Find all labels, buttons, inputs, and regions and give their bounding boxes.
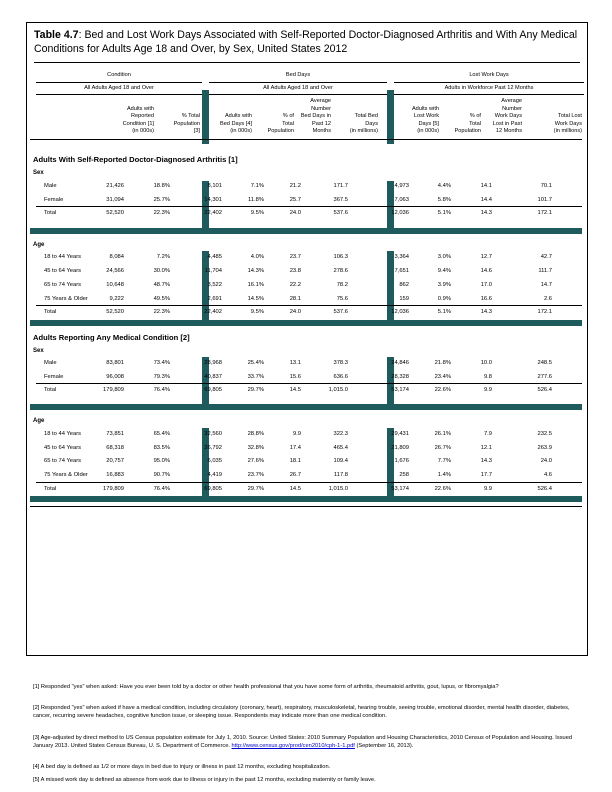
cell: 1,015.0 [328, 387, 348, 393]
column-header-line [532, 98, 582, 106]
cell: 9.5% [250, 210, 264, 216]
cell: 4,419 [207, 472, 222, 478]
cell: 29.7% [247, 486, 264, 492]
arthritis-sex-row [0, 182, 562, 191]
column-header-line: Population [267, 128, 294, 135]
cell: 14.5% [247, 296, 264, 302]
cell: 6,035 [207, 458, 222, 464]
cell: 109.4 [333, 458, 348, 464]
cell: 22.3% [153, 309, 170, 315]
census-link[interactable]: http://www.census.gov/prod/cen2010/cph-1-1.pdf [231, 743, 355, 750]
cell: 3.9% [437, 282, 451, 288]
cell: 378.3 [333, 360, 348, 366]
cell: 20,757 [106, 458, 124, 464]
column-header-9 [474, 98, 522, 136]
arthritis-age-row [0, 308, 562, 317]
arthritis-age-total-rule [36, 305, 582, 306]
cell: 14.6 [480, 268, 492, 274]
column-header-line: Average [310, 98, 331, 104]
arthritis-age-row [0, 281, 562, 290]
footnote-4: [4] A bed day is defined as 1/2 or more days in bed due to injury or illness in past 12 months, excluding hospitalization. [33, 764, 331, 770]
group-bed-days-header: Bed Days [285, 72, 311, 78]
cell: 17.4 [289, 445, 301, 451]
cell: 537.6 [333, 309, 348, 315]
header-bottom-rule [30, 139, 582, 140]
cell: 5.8% [437, 197, 451, 203]
cell: 7,063 [394, 197, 409, 203]
cell: 7.9 [483, 431, 492, 437]
column-header-line: Bed Days in [300, 113, 331, 120]
medical-age-row [0, 457, 562, 466]
row-label: Total [44, 387, 57, 393]
cell: 12,036 [391, 309, 409, 315]
medical-age-total-rule [36, 482, 582, 483]
cell: 12.1 [480, 445, 492, 451]
cell: 15.6 [289, 374, 301, 380]
column-header-7 [383, 98, 439, 136]
cell: 16.1% [247, 282, 264, 288]
column-header-line: [3] [193, 128, 200, 135]
row-label: 75 Years & Older [44, 472, 88, 478]
cell: 7,651 [394, 268, 409, 274]
column-header-line: Lost Work [413, 113, 439, 120]
row-label: 18 to 44 Years [44, 431, 82, 437]
cell: 111.7 [538, 268, 552, 274]
cell: 28,968 [204, 360, 222, 366]
cell: 73,851 [106, 431, 124, 437]
group-condition-header: Condition [107, 72, 131, 78]
cell: 96,008 [106, 374, 124, 380]
cell: 258 [399, 472, 409, 478]
column-header-line: (in 000s) [230, 128, 252, 135]
cell: 14.7 [540, 282, 552, 288]
cell: 1,015.0 [328, 486, 348, 492]
column-header-line: Work Days [494, 113, 522, 120]
column-header-6 [328, 98, 378, 136]
cell: 9.4% [437, 268, 451, 274]
column-header-line: Days [5] [418, 120, 439, 127]
cell: 26,792 [204, 445, 222, 451]
row-label: Male [44, 360, 57, 366]
column-header-line: Total [282, 120, 294, 127]
cell: 29,431 [391, 431, 409, 437]
cell: 101.7 [537, 197, 552, 203]
column-header-line [156, 106, 200, 114]
column-header-line: Total Bed [354, 113, 378, 120]
cell: 14.3% [247, 268, 264, 274]
cell: 12,036 [391, 210, 409, 216]
cell: 537.6 [333, 210, 348, 216]
cell: 14.5 [289, 387, 301, 393]
cell: 526.4 [537, 486, 552, 492]
cell: 23.7% [247, 472, 264, 478]
cell: 11,704 [204, 268, 222, 274]
column-header-line: Bed Days [4] [219, 120, 252, 127]
cell: 25.7 [289, 197, 301, 203]
medical-age-row [0, 485, 562, 494]
cell: 636.6 [333, 374, 348, 380]
row-label: 75 Years & Older [44, 296, 88, 302]
column-header-line: Number [311, 105, 331, 112]
column-header-line: % Total [181, 113, 200, 120]
cell: 179,809 [103, 486, 124, 492]
column-header-line: % of [469, 113, 481, 120]
cell: 21,809 [391, 445, 409, 451]
column-header-line [383, 98, 439, 106]
cell: 48.7% [153, 282, 170, 288]
column-header-line: Adults with [411, 105, 439, 112]
column-header-line: (in millions) [553, 128, 582, 135]
cell: 32.8% [247, 445, 264, 451]
cell: 26.7 [289, 472, 301, 478]
column-header-line: Work Days [554, 120, 582, 127]
cell: 263.9 [537, 445, 552, 451]
cell: 9.8 [483, 374, 492, 380]
medical-age-row [0, 444, 562, 453]
cell: 75.6 [336, 296, 348, 302]
sub-rule-3 [394, 94, 584, 95]
cell: 9.9 [483, 486, 492, 492]
cell: 14.3 [480, 210, 492, 216]
cell: 24.0 [540, 458, 552, 464]
column-header-line: Months [312, 128, 331, 135]
column-header-2 [156, 98, 200, 136]
medical-section-title: Adults Reporting Any Medical Condition [2] [33, 333, 190, 342]
arthritis-sex-label: Sex [33, 170, 44, 176]
cell: 0.9% [437, 296, 451, 302]
cell: 465.4 [333, 445, 348, 451]
column-header-line [328, 98, 378, 106]
row-label: 65 to 74 Years [44, 282, 82, 288]
arthritis-section-band [30, 228, 582, 234]
cell: 367.5 [333, 197, 348, 203]
medical-section-band [30, 404, 582, 410]
cell: 9.5% [250, 309, 264, 315]
medical-sex-row [0, 359, 562, 368]
column-header-line: Population [454, 128, 481, 135]
cell: 33.7% [247, 374, 264, 380]
column-header-line: Days [365, 120, 378, 127]
cell: 4.0% [250, 254, 264, 260]
cell: 159 [399, 296, 409, 302]
cell: 171.7 [333, 183, 348, 189]
cell: 22.3% [153, 210, 170, 216]
arthritis-age-row [0, 295, 562, 304]
cell: 52,520 [106, 210, 124, 216]
cell: 7.7% [437, 458, 451, 464]
footnote-3-tail: (September 16, 2013). [354, 743, 414, 750]
arthritis-age-label: Age [33, 242, 45, 248]
cell: 28,328 [391, 374, 409, 380]
cell: 3,364 [394, 254, 409, 260]
cell: 24.0 [289, 210, 301, 216]
cell: 17.7 [480, 472, 492, 478]
cell: 4.4% [437, 183, 451, 189]
cell: 322.3 [333, 431, 348, 437]
row-label: Male [44, 183, 57, 189]
title-divider [34, 62, 580, 63]
cell: 42.7 [540, 254, 552, 260]
row-label: 65 to 74 Years [44, 458, 82, 464]
column-header-line: Condition [1] [122, 120, 154, 127]
arthritis-sex-row [0, 209, 562, 218]
arthritis-age-row [0, 253, 562, 262]
cell: 76.4% [153, 486, 170, 492]
column-header-3 [200, 98, 252, 136]
cell: 25.7% [153, 197, 170, 203]
column-header-line [328, 106, 378, 114]
arthritis-end-band [30, 320, 582, 326]
column-header-1 [102, 98, 154, 136]
column-header-line [532, 106, 582, 114]
column-header-line: Past 12 [312, 120, 331, 127]
column-header-10 [532, 98, 582, 136]
column-header-line [200, 106, 252, 114]
column-header-line: 12 Months [495, 128, 522, 135]
row-label: 18 to 44 Years [44, 254, 82, 260]
cell: 3,522 [207, 282, 222, 288]
arthritis-sex-total-rule [36, 206, 582, 207]
cell: 2,691 [207, 296, 222, 302]
cell: 90.7% [153, 472, 170, 478]
cell: 232.5 [537, 431, 552, 437]
table-title [34, 29, 582, 56]
column-header-line: % of [282, 113, 294, 120]
medical-age-row [0, 471, 562, 480]
cell: 1.4% [437, 472, 451, 478]
cell: 69,805 [204, 387, 222, 393]
cell: 24,846 [391, 360, 409, 366]
column-header-line [102, 98, 154, 106]
cell: 22.6% [434, 387, 451, 393]
cell: 53,174 [391, 486, 409, 492]
footnote-5: [5] A missed work day is defined as absence from work due to illness or injury in the past 12 months, excluding maternity or family leave. [33, 777, 376, 783]
cell: 24,566 [106, 268, 124, 274]
cell: 172.1 [537, 210, 552, 216]
cell: 21.8% [434, 360, 451, 366]
cell: 22.2 [289, 282, 301, 288]
cell: 21.2 [289, 183, 301, 189]
footnote-3-text: [3] Age-adjusted by direct method to US Census population estimate for July 1, 2010. Source: United States: 2010 Summary Population and Housing Characteristics, 2010 Census of Population and Housing. Issued January 2013. United States Census Bureau, U. S. Department of Commerce. [33, 735, 573, 750]
cell: 83.5% [153, 445, 170, 451]
cell: 24.0 [289, 309, 301, 315]
cell: 53,174 [391, 387, 409, 393]
cell: 76.4% [153, 387, 170, 393]
arthritis-sex-row [0, 196, 562, 205]
cell: 12.7 [480, 254, 492, 260]
medical-end-band [30, 496, 582, 502]
footnote-1: [1] Responded "yes" when asked: Have you ever been told by a doctor or other health professional that you have some form of arthritis, rheumatoid arthritis, gout, lupus, or fibromyalgia? [33, 684, 499, 690]
cell: 4,485 [207, 254, 222, 260]
cell: 22,402 [204, 309, 222, 315]
row-label: Female [44, 374, 64, 380]
cell: 70.1 [540, 183, 552, 189]
cell: 16,883 [106, 472, 124, 478]
cell: 31,094 [106, 197, 124, 203]
cell: 27.6% [247, 458, 264, 464]
cell: 69,805 [204, 486, 222, 492]
column-header-line: Total [469, 120, 481, 127]
footnote-3 [33, 734, 581, 751]
cell: 862 [399, 282, 409, 288]
cell: 17.0 [480, 282, 492, 288]
cell: 52,520 [106, 309, 124, 315]
cell: 9,222 [109, 296, 124, 302]
cell: 29.7% [247, 387, 264, 393]
cell: 26.7% [434, 445, 451, 451]
column-header-line [200, 98, 252, 106]
table-bottom-rule [30, 506, 582, 507]
cell: 8,084 [109, 254, 124, 260]
column-header-line: Total Lost [558, 113, 582, 120]
cell: 14.1 [480, 183, 492, 189]
cell: 9.9 [483, 387, 492, 393]
cell: 526.4 [537, 387, 552, 393]
column-header-line: Reported [130, 113, 154, 120]
cell: 248.5 [537, 360, 552, 366]
cell: 16.6 [480, 296, 492, 302]
row-label: Total [44, 486, 57, 492]
column-header-line [156, 98, 200, 106]
group-bed-days-sub: All Adults Aged 18 and Over [263, 85, 333, 91]
cell: 7.1% [250, 183, 264, 189]
cell: 49.5% [153, 296, 170, 302]
cell: 18.1 [289, 458, 301, 464]
cell: 18.8% [153, 183, 170, 189]
cell: 79.3% [153, 374, 170, 380]
cell: 14.5 [289, 486, 301, 492]
group-rule-1 [36, 82, 202, 83]
column-header-line: (in 000s) [417, 128, 439, 135]
cell: 278.6 [333, 268, 348, 274]
row-label: Total [44, 210, 57, 216]
medical-sex-row [0, 373, 562, 382]
cell: 2.6 [543, 296, 552, 302]
column-header-line: (in millions) [349, 128, 378, 135]
cell: 25.4% [247, 360, 264, 366]
cell: 10.0 [480, 360, 492, 366]
medical-sex-total-rule [36, 383, 582, 384]
cell: 14.3 [480, 309, 492, 315]
row-label: 45 to 64 Years [44, 445, 82, 451]
cell: 65.4% [153, 431, 170, 437]
cell: 4,973 [394, 183, 409, 189]
row-label: Total [44, 309, 57, 315]
row-label: Female [44, 197, 64, 203]
cell: 28.1 [289, 296, 301, 302]
footnote-2: [2] Responded "yes" when asked if have a medical condition, including circulatory (coronary, heart), respiratory, musculoskeletal, hearing trouble, seeing trouble, emotional disorder, mental health disorder, diabetes, cancer, recurring severe headaches, cognitive function issue, or sleeping issue. Respondents may indicate more than one medical condition. [33, 705, 570, 720]
arthritis-age-row [0, 267, 562, 276]
row-label: 45 to 64 Years [44, 268, 82, 274]
cell: 40,837 [204, 374, 222, 380]
cell: 83,801 [106, 360, 124, 366]
cell: 5.1% [437, 309, 451, 315]
arthritis-section-title: Adults With Self-Reported Doctor-Diagnosed Arthritis [1] [33, 155, 238, 164]
group-lost-work-sub: Adults in Workforce Past 12 Months [444, 85, 534, 91]
sub-rule-1 [36, 94, 202, 95]
cell: 78.2 [336, 282, 348, 288]
cell: 26.1% [434, 431, 451, 437]
cell: 3.0% [437, 254, 451, 260]
table-number: Table 4.7 [34, 29, 79, 41]
cell: 11.8% [247, 197, 264, 203]
group-condition-sub: All Adults Aged 18 and Over [84, 85, 154, 91]
cell: 21,426 [106, 183, 124, 189]
cell: 30.0% [153, 268, 170, 274]
cell: 14.4 [480, 197, 492, 203]
table-title-text: : Bed and Lost Work Days Associated with Self-Reported Doctor-Diagnosed Arthritis and With Any Medical Conditions for Adults Age 18 and Over, by Sex, United States 2012 [34, 29, 578, 55]
column-header-line: Average [501, 98, 522, 104]
cell: 10,648 [106, 282, 124, 288]
cell: 8,101 [207, 183, 222, 189]
cell: 14,301 [204, 197, 222, 203]
cell: 172.1 [537, 309, 552, 315]
cell: 9.9 [292, 431, 301, 437]
medical-sex-label: Sex [33, 348, 44, 354]
cell: 23.7 [289, 254, 301, 260]
column-header-5 [287, 98, 331, 136]
medical-age-row [0, 430, 562, 439]
cell: 1,676 [394, 458, 409, 464]
column-header-line: Number [502, 105, 522, 112]
cell: 23.8 [289, 268, 301, 274]
column-header-line: Adults with [126, 105, 154, 112]
cell: 22,402 [204, 210, 222, 216]
group-rule-2 [209, 82, 387, 83]
sub-rule-2 [209, 94, 387, 95]
column-header-line: (in 000s) [132, 128, 154, 135]
group-rule-3 [394, 82, 584, 83]
cell: 73.4% [153, 360, 170, 366]
column-header-line: Adults with [224, 113, 252, 120]
cell: 32,560 [204, 431, 222, 437]
medical-sex-row [0, 386, 562, 395]
cell: 117.8 [333, 472, 348, 478]
cell: 95.0% [153, 458, 170, 464]
group-lost-work-header: Lost Work Days [469, 72, 509, 78]
medical-age-label: Age [33, 418, 45, 424]
cell: 7.2% [156, 254, 170, 260]
cell: 5.1% [437, 210, 451, 216]
cell: 28.8% [247, 431, 264, 437]
cell: 277.6 [537, 374, 552, 380]
column-header-line: Lost in Past [492, 120, 522, 127]
cell: 13.1 [289, 360, 301, 366]
cell: 68,318 [106, 445, 124, 451]
column-header-line: Population [173, 120, 200, 127]
cell: 23.4% [434, 374, 451, 380]
cell: 106.3 [333, 254, 348, 260]
cell: 4.6 [543, 472, 552, 478]
cell: 14.3 [480, 458, 492, 464]
cell: 22.6% [434, 486, 451, 492]
cell: 179,809 [103, 387, 124, 393]
